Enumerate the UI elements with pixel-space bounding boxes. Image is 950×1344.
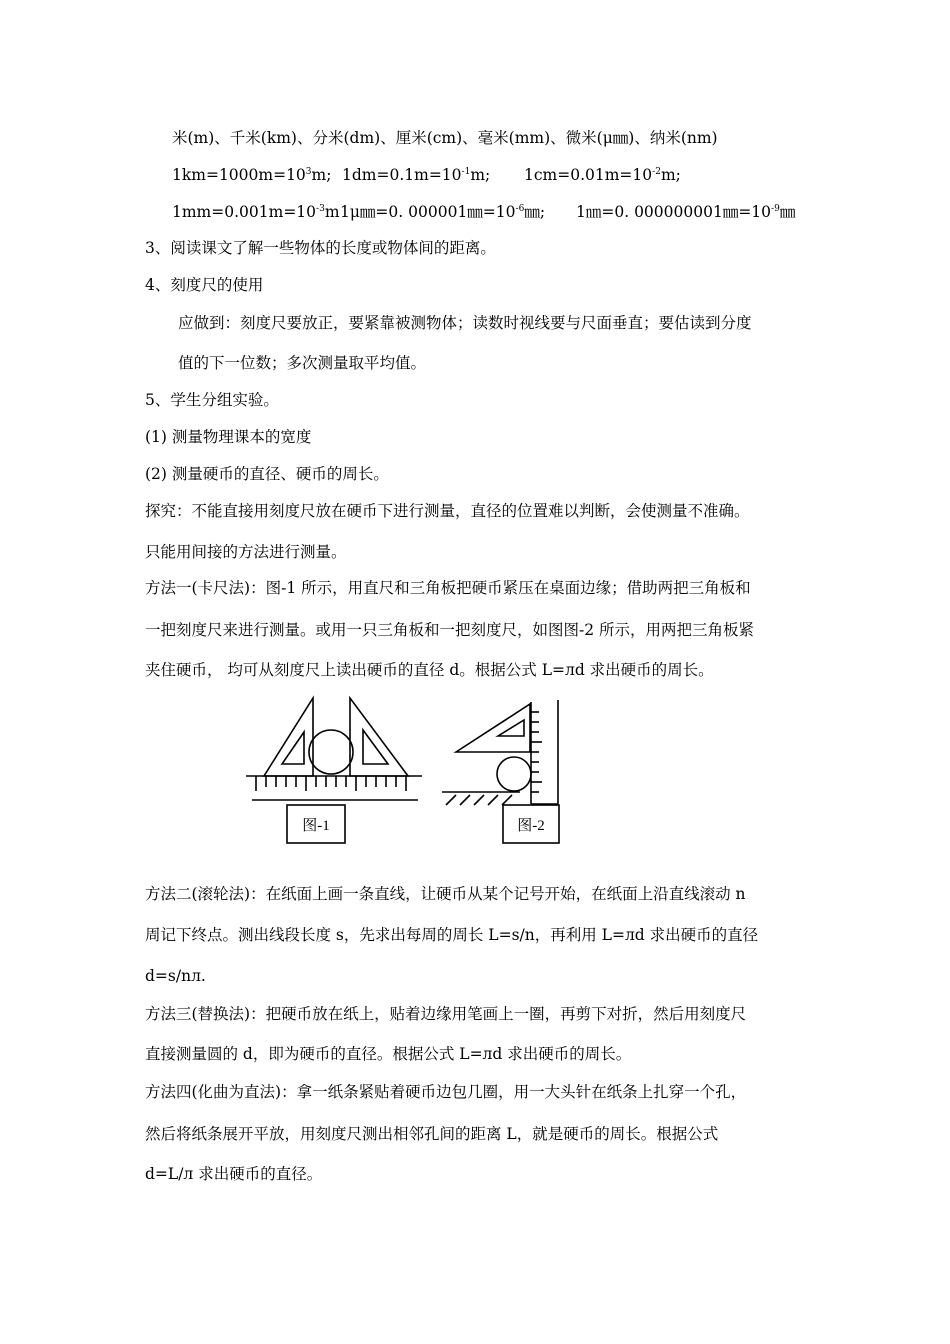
cm-exponent: -2 [652,167,661,177]
method-1-line-2: 一把刻度尺来进行测量。或用一只三角板和一把刻度尺，如图图-2 所示，用两把三角板紧 [145,621,755,639]
cm-conversion [524,165,681,185]
units-line: 米(m)、千米(km)、分米(dm)、厘米(cm)、毫米(mm)、微米(μ㎜)、纳米(nm) [172,129,718,147]
nm-conversion-text: 1㎚=0. 000000001㎜=10 [576,203,772,221]
mm-exponent: -3 [316,204,325,214]
method-4-line-3: d=L/л 求出硬币的直径。 [145,1165,323,1183]
km-exponent: 3 [305,167,312,177]
um-conversion [340,202,545,222]
item-3: 3、阅读课文了解一些物体的长度或物体间的距离。 [145,239,496,257]
km-unit: m; [311,166,332,184]
um-conversion-text: 1μ㎜=0. 000001㎜=10 [340,203,516,221]
figure-2-label: 图-2 [517,818,545,834]
method-3-line-2: 直接测量圆的 d，即为硬币的直径。根据公式 L=лd 求出硬币的周长。 [145,1045,632,1063]
nm-unit: ㎜ [779,203,796,221]
method-1-line-3: 夹住硬币， 均可从刻度尺上读出硬币的直径 d。根据公式 L=лd 求出硬币的周长。 [145,661,714,679]
figure-2-diagram [432,692,572,852]
mm-conversion-text: 1mm=0.001m=10 [172,203,317,221]
dm-conversion [342,165,490,185]
item-4-body-line-2: 值的下一位数；多次测量取平均值。 [178,354,427,372]
dm-conversion-text: 1dm=0.1m=10 [342,166,462,184]
method-4-line-1: 方法四(化曲为直法)：拿一纸条紧贴着硬币边包几圈，用一大头针在纸条上扎穿一个孔， [145,1083,747,1101]
mm-conversion [172,202,340,222]
cm-unit: m; [660,166,681,184]
figure-1-label: 图-1 [302,818,330,834]
method-2-line-2: 周记下终点。测出线段长度 s，先求出每周的周长 L=s/n，再利用 L=лd 求出硬币的直径 [145,926,759,944]
item-4-heading: 4、刻度尺的使用 [145,276,264,294]
nm-conversion [576,202,795,222]
method-3-line-1: 方法三(替换法)：把硬币放在纸上，贴着边缘用笔画上一圈，再剪下对折，然后用刻度尺 [145,1005,747,1023]
mm-unit: m [324,203,340,221]
dm-exponent: -1 [461,167,471,177]
explore-line-1: 探究：不能直接用刻度尺放在硬币下进行测量，直径的位置难以判断，会使测量不准确。 [145,502,750,520]
km-conversion-text: 1km=1000m=10 [172,166,306,184]
method-4-line-2: 然后将纸条展开平放，用刻度尺测出相邻孔间的距离 L，就是硬币的周长。根据公式 [145,1125,719,1143]
um-unit: ㎜; [524,203,546,221]
cm-conversion-text: 1cm=0.01m=10 [524,166,653,184]
experiment-1: (1) 测量物理课本的宽度 [145,428,312,446]
dm-unit: m; [470,166,491,184]
figure-1-diagram [240,692,430,852]
km-conversion [172,165,331,185]
item-4-body-line-1: 应做到：刻度尺要放正，要紧靠被测物体；读数时视线要与尺面垂直；要估读到分度 [178,314,752,332]
um-exponent: -6 [515,204,525,214]
method-2-line-1: 方法二(滚轮法)：在纸面上画一条直线，让硬币从某个记号开始，在纸面上沿直线滚动 n [145,885,746,903]
experiment-2: (2) 测量硬币的直径、硬币的周长。 [145,465,389,483]
nm-exponent: -9 [771,204,780,214]
item-5-heading: 5、学生分组实验。 [145,391,279,409]
explore-line-2: 只能用间接的方法进行测量。 [145,543,347,561]
method-1-line-1: 方法一(卡尺法)：图-1 所示，用直尺和三角板把硬币紧压在桌面边缘；借助两把三角板和 [145,579,751,597]
method-2-line-3: d=s/nл. [145,967,206,985]
